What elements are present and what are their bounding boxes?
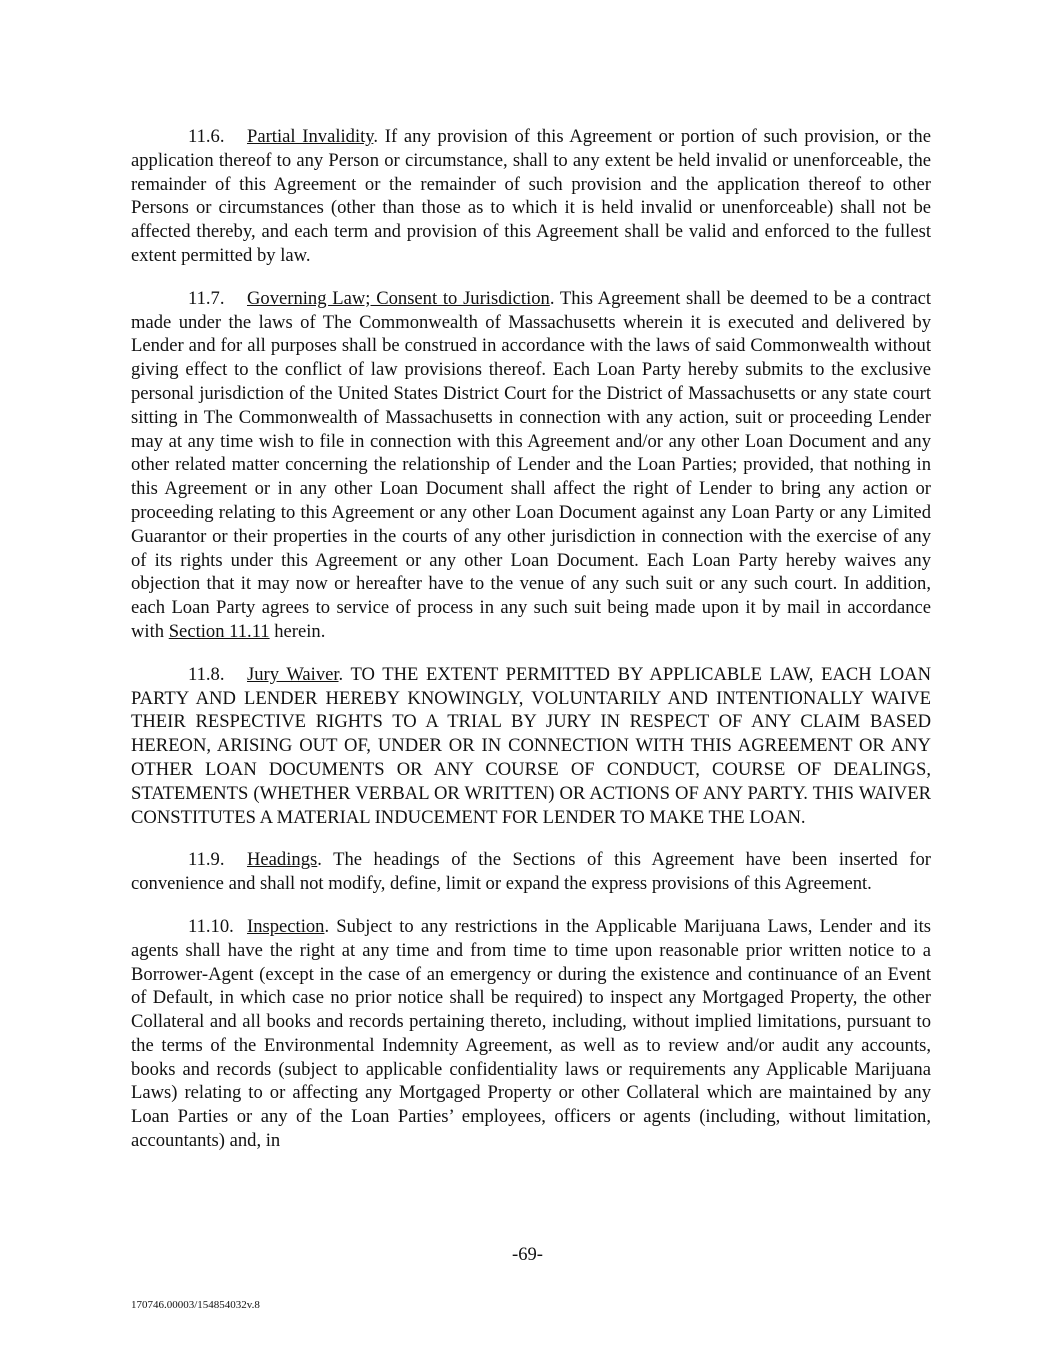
section-heading: Inspection	[247, 915, 325, 937]
document-body	[131, 125, 931, 1172]
section-11-8	[131, 663, 931, 830]
section-text: . TO THE EXTENT PERMITTED BY APPLICABLE LAW, EACH LOAN PARTY AND LENDER HEREBY KNOWINGLY, VOLUNTARILY AND INTENTIONALLY WAIVE THEIR RESPECTIVE RIGHTS TO A TRIAL BY JURY IN RESPECT OF ANY CLAIM BASED HEREON, ARISING OUT OF, UNDER OR IN CONNECTION WITH THIS AGREEMENT OR ANY OTHER LOAN DOCUMENTS OR ANY COURSE OF CONDUCT, COURSE OF DEALINGS, STATEMENTS (WHETHER VERBAL OR WRITTEN) OR ACTIONS OF ANY PARTY. THIS WAIVER CONSTITUTES A MATERIAL INDUCEMENT FOR LENDER TO MAKE THE LOAN.	[131, 663, 931, 828]
section-heading: Partial Invalidity	[247, 126, 374, 147]
section-text-after: herein.	[269, 620, 326, 642]
section-text: . The headings of the Sections of this Agreement have been inserted for convenience and shall not modify, define, limit or expand the express provisions of this Agreement.	[131, 849, 931, 895]
section-number: 11.9.	[188, 849, 225, 871]
section-text: . If any provision of this Agreement or portion of such provision, or the application thereof to any Person or circumstance, shall to any extent be held invalid or unenforceable, the remainder of this Agreement or the remainder of such provision and the application thereof to other Persons or circumstances (other than those as to which it is held invalid or unenforceable) shall not be affected thereby, and each term and provision of this Agreement shall be valid and enforced to the fullest extent permitted by law.	[131, 126, 931, 266]
section-heading: Jury Waiver	[247, 663, 339, 685]
section-heading: Headings	[247, 849, 318, 871]
page-number: -69-	[512, 1244, 543, 1265]
section-text: . Subject to any restrictions in the Applicable Marijuana Laws, Lender and its agents shall have the right at any time and from time to time upon reasonable prior written notice to a Borrower-Agent (except in the case of an emergency or during the existence and continuance of an Event of Default, in which case no prior notice shall be required) to inspect any Mortgaged Property, the other Collateral and all books and records pertaining thereto, including, without implied limitations, pursuant to the terms of the Environmental Indemnity Agreement, as well as to review and/or audit any accounts, books and records (subject to applicable confidentiality laws or requirements any Applicable Marijuana Laws) relating to or affecting any Mortgaged Property or other Collateral which are maintained by any Loan Parties or any of the Loan Parties’ employees, officers or agents (including, without limitation, accountants) and, in	[131, 915, 931, 1152]
section-11-6	[131, 125, 931, 268]
section-11-9	[131, 848, 931, 896]
section-11-7	[131, 287, 931, 644]
section-text: . This Agreement shall be deemed to be a contract made under the laws of The Commonwealth of Massachusetts wherein it is executed and delivered by Lender and for all purposes shall be construed in accordance with the laws of said Commonwealth without giving effect to the conflict of law provisions thereof. Each Loan Party hereby submits to the exclusive personal jurisdiction of the United States District Court for the District of Massachusetts or any state court sitting in The Commonwealth of Massachusetts in connection with any action, suit or proceeding Lender may at any time wish to file in connection with this Agreement and/or any other Loan Document and any other related matter concerning the relationship of Lender and the Loan Parties; provided, that nothing in this Agreement or in any other Loan Document shall affect the right of Lender to bring any action or proceeding relating to this Agreement or any other Loan Document against any Loan Party or any Limited Guarantor or their properties in the courts of any other jurisdiction in connection with the exercise of any of its rights under this Agreement or any other Loan Document. Each Loan Party hereby waives any objection that it may now or hereafter have to the venue of any such suit or any such court. In addition, each Loan Party agrees to service of process in any such suit being made upon it by mail in accordance with	[131, 287, 932, 642]
document-id: 170746.00003/154854032v.8	[131, 1299, 260, 1311]
section-number: 11.7.	[188, 287, 225, 309]
section-11-10	[131, 915, 931, 1153]
section-number: 11.10.	[188, 915, 234, 937]
section-number: 11.8.	[188, 663, 225, 685]
section-heading: Governing Law; Consent to Jurisdiction	[247, 287, 550, 309]
section-reference-link: Section 11.11	[168, 620, 270, 642]
section-number: 11.6.	[188, 126, 225, 147]
